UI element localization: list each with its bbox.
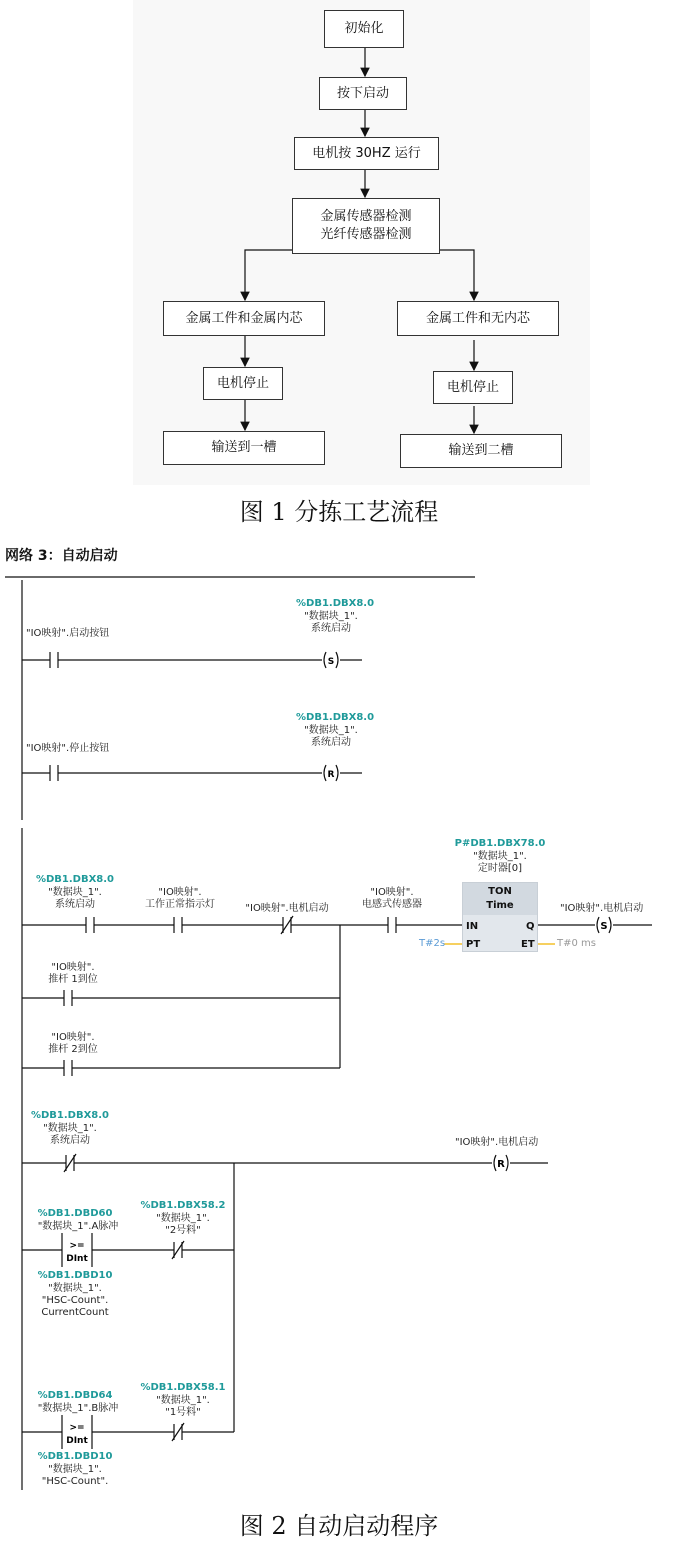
c-contact1-address: %DB1.DBX8.0 [30,1110,110,1121]
ton-header [463,883,537,915]
cmp2-type: DInt [66,1436,88,1446]
pin-q: Q [526,921,535,932]
step-motor-run: 电机按 30HZ 运行 [294,137,439,170]
step-sensor-detect: 金属传感器检测 光纤传感器检测 [292,198,440,254]
b-contact2-name: "IO映射". 工作正常指示灯 [145,887,215,910]
reset-coil-name: "数据块_1". 系统启动 [304,725,358,748]
nc2-address: %DB1.DBX58.1 [140,1382,226,1393]
cmp1-op: >= [69,1241,85,1251]
cmp1-in1-name: "数据块_1".A脉冲 [37,1221,119,1232]
set-coil-name: "数据块_1". 系统启动 [304,611,358,634]
ton-type: TON [488,886,512,897]
step-right-branch: 金属工件和无内芯 [397,301,559,336]
cmp2-in2-address: %DB1.DBD10 [37,1451,113,1462]
step-left-output: 输送到一槽 [163,431,325,465]
cmp2-in1-name: "数据块_1".B脉冲 [37,1403,119,1414]
motor-set-coil-letter: S [600,921,608,932]
stop-button-label: "IO映射".停止按钮 [26,743,110,754]
cmp1-type: DInt [66,1254,88,1264]
b-contact1-name: "数据块_1". 系统启动 [48,887,102,910]
b-contact1-address: %DB1.DBX8.0 [35,874,115,885]
cmp1-in2-name: "数据块_1". "HSC-Count". CurrentCount [41,1283,109,1318]
cmp1-in1-address: %DB1.DBD60 [37,1208,113,1219]
step-left-stop: 电机停止 [203,367,283,400]
step-press-start: 按下启动 [319,77,407,110]
figure1-caption: 图 1 分拣工艺流程 [239,498,439,526]
b-contact4-name: "IO映射". 电感式传感器 [362,887,422,910]
ton-timer-block [462,882,538,952]
cmp2-in2-name: "数据块_1". "HSC-Count". [41,1464,109,1487]
cmp1-in2-address: %DB1.DBD10 [37,1270,113,1281]
c-contact1-name: "数据块_1". 系统启动 [43,1123,97,1146]
nc2-name: "数据块_1". "1号料" [156,1395,210,1418]
pusher1-name: "IO映射". 推杆 1到位 [48,962,98,985]
nc1-address: %DB1.DBX58.2 [140,1200,226,1211]
cmp2-in1-address: %DB1.DBD64 [37,1390,113,1401]
set-coil-address: %DB1.DBX8.0 [296,598,375,609]
step-left-branch: 金属工件和金属内芯 [163,301,325,336]
ton-sub: Time [486,900,514,911]
pin-pt: PT [466,939,481,950]
start-button-label: "IO映射".启动按钮 [26,628,110,639]
reset-coil-letter: R [327,770,335,780]
step-right-stop: 电机停止 [433,371,513,404]
network-title: 网络 3：自动启动 [5,548,118,564]
pt-value: T#2s [419,938,446,949]
pin-in: IN [466,921,479,932]
pin-et: ET [521,939,535,950]
timer-address: P#DB1.DBX78.0 [454,838,546,849]
pusher2-name: "IO映射". 推杆 2到位 [48,1032,98,1055]
motor-reset-coil-letter: R [497,1159,505,1170]
cmp2-op: >= [69,1423,85,1433]
timer-name: "数据块_1". 定时器[0] [473,851,527,874]
step-init: 初始化 [324,10,404,48]
set-coil-letter: S [327,657,335,667]
motor-start-coil-name: "IO映射".电机启动 [560,903,644,914]
step-right-output: 输送到二槽 [400,434,562,468]
motor-reset-coil-name: "IO映射".电机启动 [455,1137,539,1148]
b-contact3-name: "IO映射".电机启动 [245,903,329,914]
nc1-name: "数据块_1". "2号料" [156,1213,210,1236]
reset-coil-address: %DB1.DBX8.0 [296,712,375,723]
figure2-caption: 图 2 自动启动程序 [239,1512,439,1540]
et-value: T#0 ms [557,938,596,949]
